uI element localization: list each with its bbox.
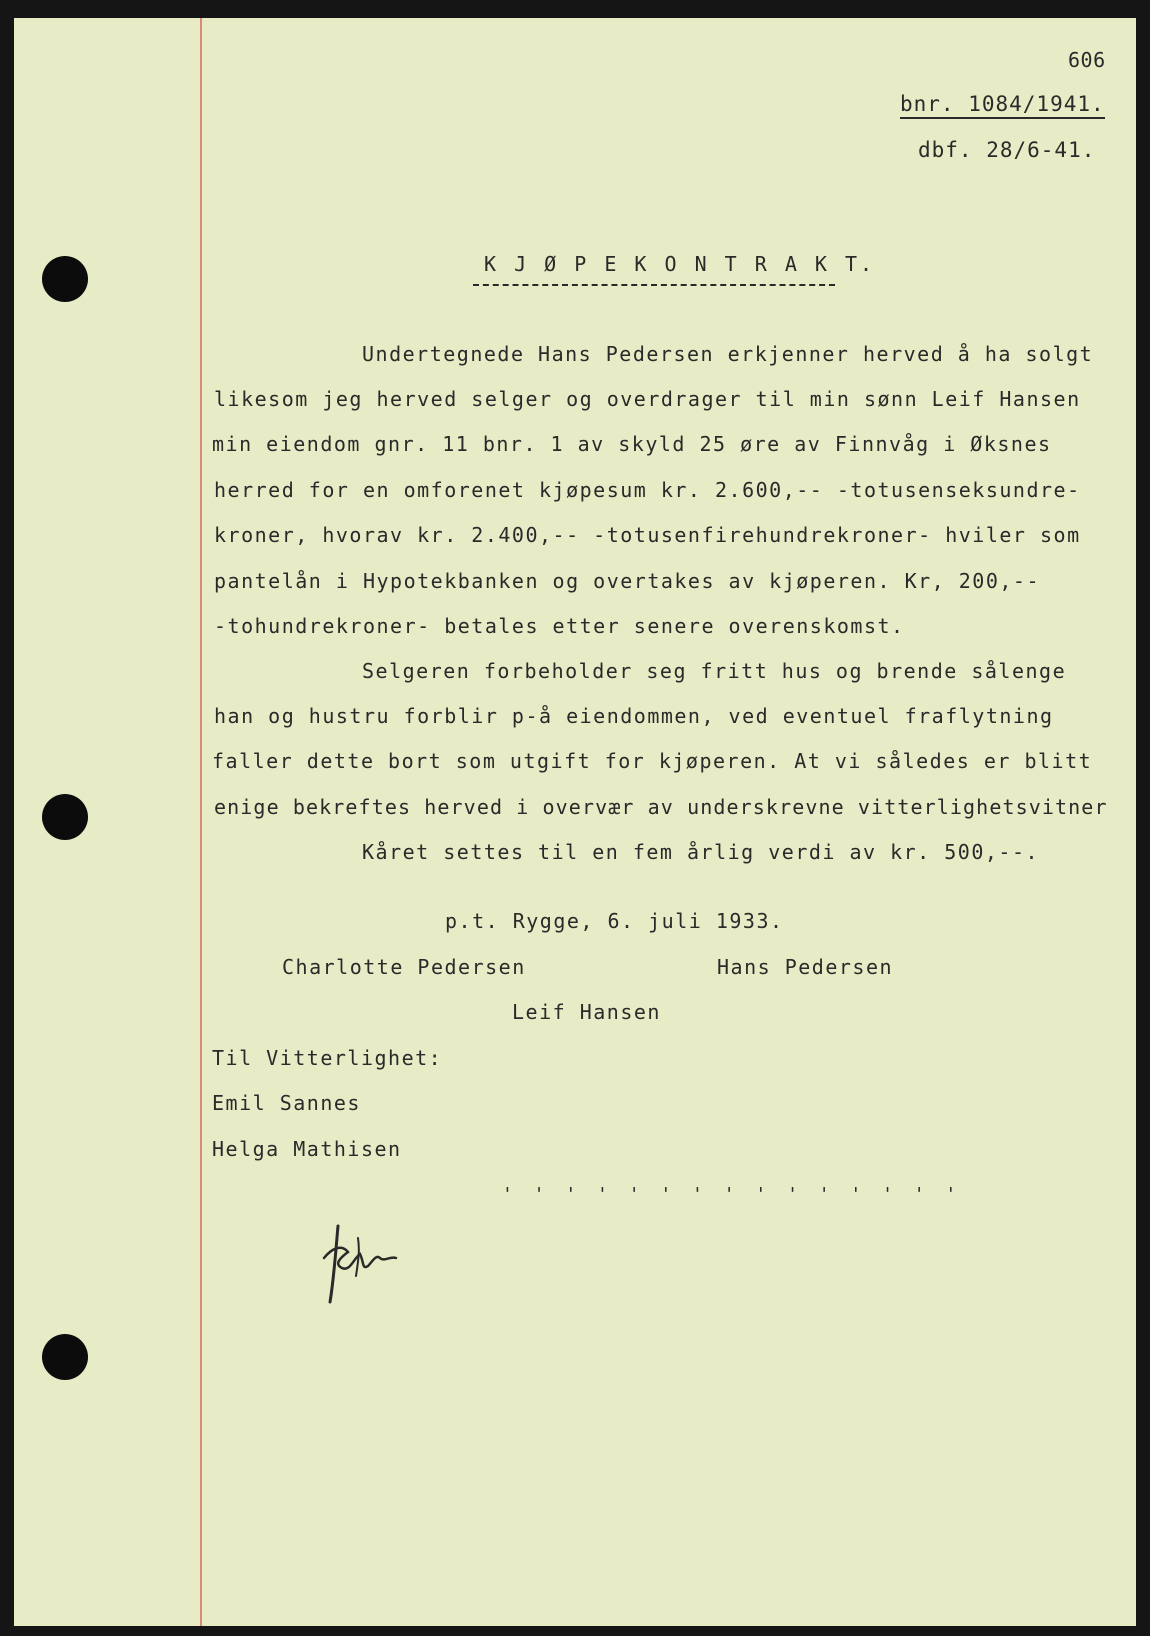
body-line: likesom jeg herved selger og overdrager til min sønn Leif Hansen [214,387,1081,411]
punch-hole-icon [42,256,88,302]
body-line: enige bekreftes herved i overvær av underskrevne vitterlighetsvitner [214,795,1108,819]
body-line: min eiendom gnr. 11 bnr. 1 av skyld 25 øre av Finnvåg i Øksnes [212,432,1052,456]
bnr-reference: bnr. 1084/1941. [900,94,1105,119]
document-title: K J Ø P E K O N T R A K T. [484,252,876,276]
body-line: herred for en omforenet kjøpesum kr. 2.600,-- -totusenseksundre- [214,478,1081,502]
title-underline [473,284,835,286]
margin-rule [200,18,202,1626]
signature-left: Charlotte Pedersen [282,955,526,979]
body-line: Selgeren forbeholder seg fritt hus og brende sålenge [362,659,1067,683]
body-line: kroner, hvorav kr. 2.400,-- -totusenfirehundrekroner- hviler som [214,523,1081,547]
body-line: han og hustru forblir p-å eiendommen, ved eventuel fraflytning [214,704,1054,728]
body-line: Kåret settes til en fem årlig verdi av kr. 500,--. [362,840,1040,864]
body-line: Undertegnede Hans Pedersen erkjenner herved å ha solgt [362,342,1094,366]
signature-center: Leif Hansen [512,1000,661,1024]
witness-heading: Til Vitterlighet: [212,1046,443,1070]
witness-name: Emil Sannes [212,1091,361,1115]
body-line: pantelån i Hypotekbanken og overtakes av kjøperen. Kr, 200,-- [214,569,1041,593]
body-line: faller dette bort som utgift for kjøperen. At vi således er blitt [212,749,1093,773]
page-number: 606 [1068,48,1106,72]
punch-hole-icon [42,1334,88,1380]
tick-row: ' ' ' ' ' ' ' ' ' ' ' ' ' ' ' [502,1184,962,1205]
punch-hole-icon [42,794,88,840]
handwritten-initials [320,1218,410,1308]
dbf-reference: dbf. 28/6-41. [918,138,1096,162]
signature-right: Hans Pedersen [717,955,894,979]
body-line: -tohundrekroner- betales etter senere overenskomst. [214,614,905,638]
witness-name: Helga Mathisen [212,1137,402,1161]
place-date: p.t. Rygge, 6. juli 1933. [445,909,784,933]
